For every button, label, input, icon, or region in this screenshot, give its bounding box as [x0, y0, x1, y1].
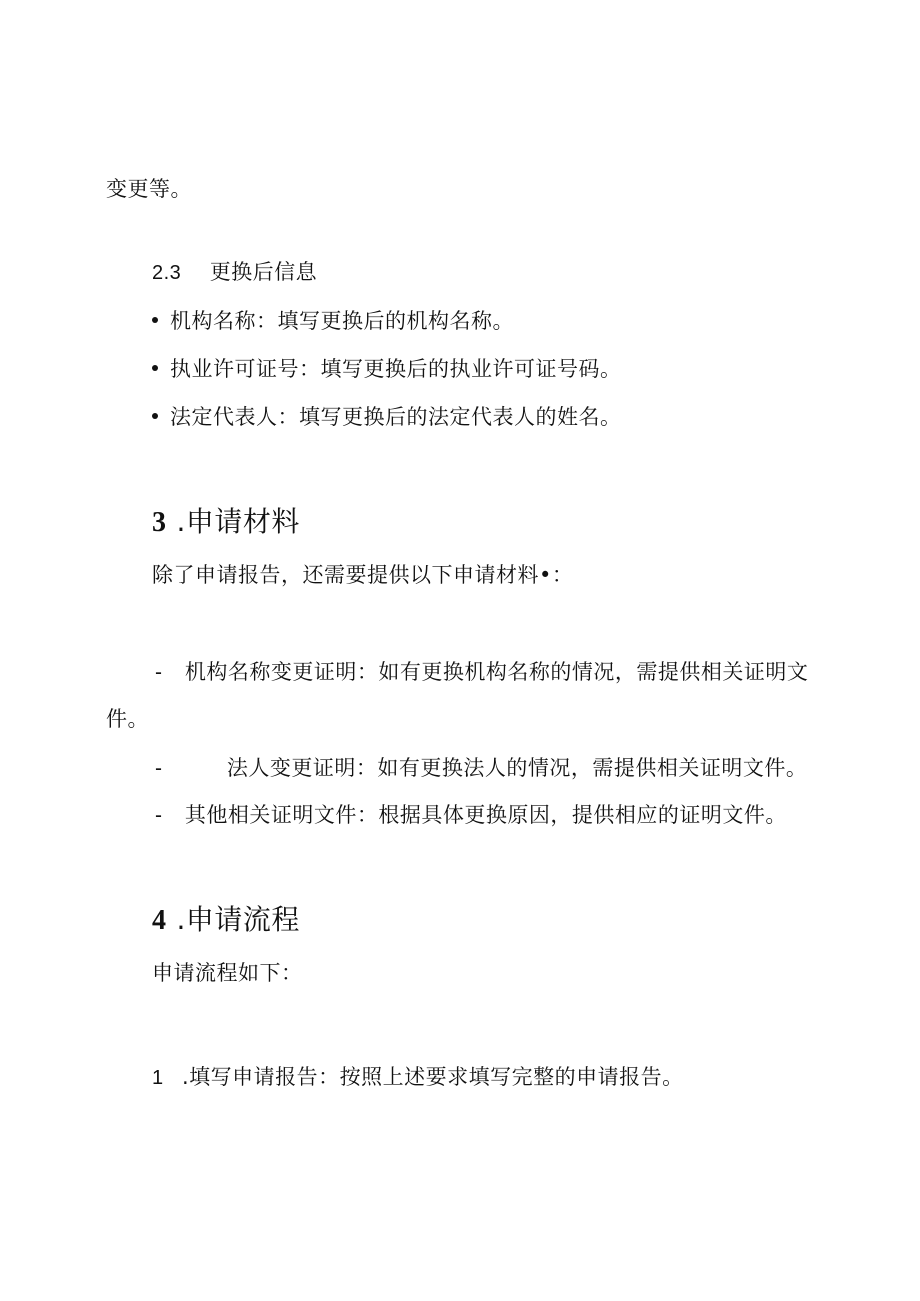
- list-item: [152, 403, 622, 431]
- continued-text: 变更等。: [106, 177, 192, 201]
- section-3-heading: [152, 503, 300, 542]
- section-2-3-heading: [152, 258, 317, 287]
- section-number: 4: [152, 905, 167, 936]
- section-number: 3: [152, 507, 167, 538]
- dash-marker: -: [155, 661, 163, 684]
- section-4-intro: 申请流程如下：: [152, 961, 303, 985]
- section-3-intro: 除了申请报告，还需要提供以下申请材料•：: [152, 563, 574, 587]
- list-item-text: .填写申请报告：按照上述要求填写完整的申请报告。: [182, 1065, 684, 1089]
- list-item: [152, 1063, 684, 1092]
- bullet-icon: [152, 413, 158, 419]
- list-item: [155, 801, 787, 830]
- section-title: .申请材料: [176, 505, 300, 538]
- list-item: [155, 658, 808, 687]
- list-item: [152, 355, 622, 383]
- list-item: [155, 754, 807, 783]
- section-4-heading: [152, 901, 300, 940]
- bullet-icon: [152, 365, 158, 371]
- bullet-icon: [152, 317, 158, 323]
- list-item-text: 法人变更证明：如有更换法人的情况，需提供相关证明文件。: [226, 756, 808, 780]
- section-title: 更换后信息: [209, 260, 318, 284]
- dash-marker: -: [155, 804, 163, 827]
- step-number: 1: [152, 1067, 164, 1089]
- dash-marker: -: [155, 757, 163, 780]
- section-number: 2.3: [152, 262, 182, 284]
- list-item-text: 机构名称变更证明：如有更换机构名称的情况，需提供相关证明文: [184, 660, 809, 684]
- list-item: [152, 307, 514, 335]
- section-title: .申请流程: [176, 903, 300, 936]
- list-item-text: 法定代表人：填写更换后的法定代表人的姓名。: [170, 405, 622, 429]
- list-item-text: 机构名称：填写更换后的机构名称。: [170, 309, 514, 333]
- list-item-text: 其他相关证明文件：根据具体更换原因，提供相应的证明文件。: [184, 803, 787, 827]
- list-item-continuation: 件。: [106, 707, 149, 731]
- list-item-text: 执业许可证号：填写更换后的执业许可证号码。: [170, 357, 622, 381]
